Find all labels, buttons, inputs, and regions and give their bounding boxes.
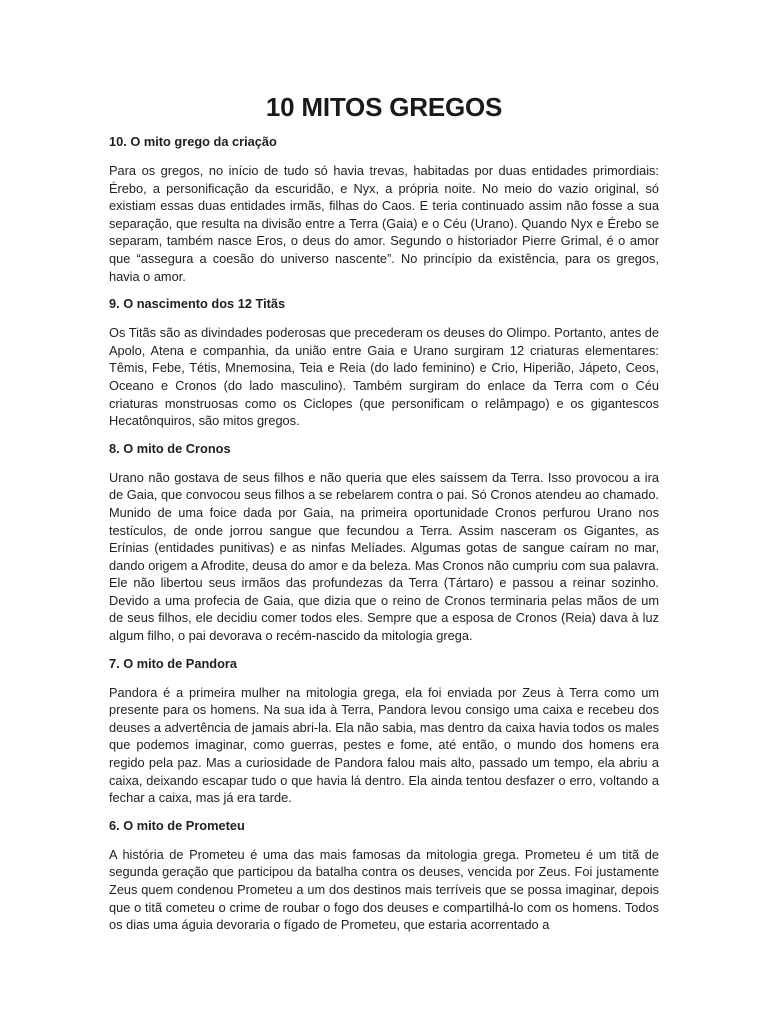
section-heading: 9. O nascimento dos 12 Titãs: [109, 296, 286, 312]
section-creation-myth: [109, 133, 659, 285]
section-paragraph: Pandora é a primeira mulher na mitologia grega, ela foi enviada por Zeus à Terra como um presente para os homens. Na sua ida à Terra, Pandora levou consigo uma caixa e recebeu dos deuses a advertência de jamais abri-la. Ela não sabia, mas dentro da caixa havia todos os males que podemos imaginar, como guerras, pestes e fome, até então, o mundo dos homens era regido pela paz. Mas a curiosidade de Pandora falou mais alto, passado um tempo, ela abriu a caixa, deixando escapar tudo o que havia lá dentro. Ela ainda tentou desfazer o erro, voltando a fechar a caixa, mas já era tarde.: [109, 684, 659, 806]
section-paragraph: Urano não gostava de seus filhos e não queria que eles saíssem da Terra. Isso provocou a ira de Gaia, que convocou seus filhos a se rebelarem contra o pai. Só Cronos atendeu ao chamado. Munido de uma foice dada por Gaia, na primeira oportunidade Cronos perfurou Urano nos testículos, de onde jorrou sangue que fecundou a Terra. Assim nasceram os Gigantes, as Erínias (entidades punitivas) e as ninfas Melíades. Algumas gotas de sangue caíram no mar, dando origem a Afrodite, deusa do amor e da beleza. Mas Cronos não cumpriu com sua palavra. Ele não libertou seus irmãos das profundezas da Terra (Tártaro) e passou a reinar sozinho. Devido a uma profecia de Gaia, que dizia que o reino de Cronos terminaria pelas mãos de um de seus filhos, ele decidiu comer todos eles. Sempre que a esposa de Cronos (Reia) dava à luz algum filho, o pai devorava o recém-nascido da mitologia grega.: [109, 469, 659, 644]
section-heading: 8. O mito de Cronos: [109, 440, 231, 456]
document-content: [109, 92, 659, 944]
section-cronos-myth: [109, 440, 659, 645]
section-heading: 6. O mito de Prometeu: [109, 817, 245, 833]
section-titans-myth: [109, 295, 659, 430]
section-paragraph: Para os gregos, no início de tudo só havia trevas, habitadas por duas entidades primordiais: Érebo, a personificação da escuridão, e Nyx, a própria noite. No meio do vazio original, só existiam essas duas entidades irmãs, filhas do Caos. E teria continuado assim não fosse a sua separação, que resulta na divisão entre a Terra (Gaia) e o Céu (Urano). Quando Nyx e Érebo se separam, também nasce Eros, o deus do amor. Segundo o historiador Pierre Grimal, é o amor que “assegura a coesão do universo nascente”. No princípio da existência, para os gregos, havia o amor.: [109, 163, 659, 284]
section-pandora-myth: [109, 655, 659, 807]
section-heading: 7. O mito de Pandora: [109, 655, 237, 671]
document-title: 10 MITOS GREGOS: [265, 92, 503, 122]
section-paragraph: Os Titãs são as divindades poderosas que precederam os deuses do Olimpo. Portanto, antes de Apolo, Atena e companhia, da união entre Gaia e Urano surgiram 12 criaturas elementares: Têmis, Febe, Tétis, Mnemosina, Teia e Reia (do lado feminino) e Crio, Hiperião, Jápeto, Ceos, Oceano e Cronos (do lado masculino). Também surgiram do enlace da Terra com o Céu criaturas monstruosas como os Ciclopes (que personificam o relâmpago) e os gigantescos Hecatônquiros, são mitos gregos.: [109, 325, 659, 429]
section-heading: 10. O mito grego da criação: [109, 134, 277, 149]
section-prometheus-myth: [109, 817, 659, 934]
section-paragraph: A história de Prometeu é uma das mais famosas da mitologia grega. Prometeu é um titã de segunda geração que participou da batalha contra os deuses, vencida por Zeus. Foi justamente Zeus quem condenou Prometeu a um dos destinos mais terríveis que se possa imaginar, depois que o titã cometeu o crime de roubar o fogo dos deuses e compartilhá-lo com os homens. Todos os dias uma águia devoraria o fígado de Prometeu, que estaria acorrentado a: [109, 846, 659, 933]
